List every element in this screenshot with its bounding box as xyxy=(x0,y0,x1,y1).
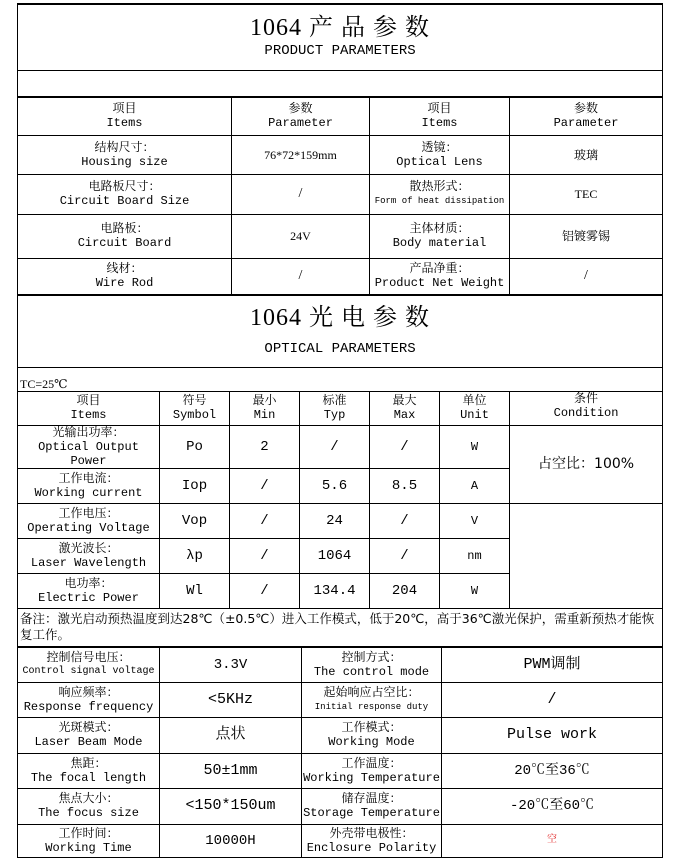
product-params-table xyxy=(17,97,663,295)
min: / xyxy=(230,468,300,503)
header-param-en-2: Parameter xyxy=(553,116,619,130)
label-cn: 结构尺寸： xyxy=(94,140,155,155)
value: PWM调制 xyxy=(442,647,663,682)
row-cn: 电功率： xyxy=(64,576,113,591)
unit: W xyxy=(440,573,510,608)
unit: V xyxy=(440,503,510,538)
unit: A xyxy=(440,468,510,503)
value: Pulse work xyxy=(442,717,663,753)
header-item-en: Items xyxy=(106,116,143,130)
row-cn: 工作电流： xyxy=(58,471,119,486)
min: / xyxy=(230,503,300,538)
max: 8.5 xyxy=(370,468,440,503)
value: 玻璃 xyxy=(510,135,663,174)
value: -20℃至60℃ xyxy=(442,788,663,824)
control-row xyxy=(18,682,663,717)
typ: 24 xyxy=(300,503,370,538)
optical-row xyxy=(18,503,663,538)
optical-header-row xyxy=(18,391,663,425)
control-row xyxy=(18,788,663,824)
label-en: Circuit Board Size xyxy=(59,194,190,208)
value: 10000H xyxy=(160,824,302,857)
label-en: Circuit Board xyxy=(77,236,172,250)
value: <5KHz xyxy=(160,682,302,717)
value: / xyxy=(442,682,663,717)
label-cn: 响应频率： xyxy=(58,685,119,700)
label-en: Response frequency xyxy=(23,699,154,714)
hdr-cn: 项目 xyxy=(76,394,101,408)
optical-subtitle: OPTICAL PARAMETERS xyxy=(264,341,416,357)
label-en: Working Time xyxy=(45,840,132,855)
label-en: Laser Beam Mode xyxy=(34,735,143,749)
label-en: The control mode xyxy=(313,664,430,679)
label-en: Initial response duty xyxy=(314,701,429,712)
unit: W xyxy=(440,425,510,468)
max: / xyxy=(370,425,440,468)
control-row xyxy=(18,717,663,753)
label-cn: 工作时间： xyxy=(58,826,119,841)
hdr-cn: 单位 xyxy=(462,394,487,408)
label-en: Wire Rod xyxy=(95,276,154,290)
optical-title: 1064 光 电 参 数 xyxy=(250,305,431,331)
label-cn: 电路板： xyxy=(100,222,149,236)
label-en: Product Net Weight xyxy=(374,276,505,290)
value: / xyxy=(232,258,370,294)
label-cn: 起始响应占空比： xyxy=(323,685,420,700)
min: / xyxy=(230,573,300,608)
label-cn: 工作模式： xyxy=(341,721,402,735)
value: TEC xyxy=(510,174,663,214)
symbol: Iop xyxy=(160,468,230,503)
label-en: The focus size xyxy=(38,806,139,820)
label-cn: 透镜： xyxy=(421,140,458,155)
label-en: Form of heat dissipation xyxy=(374,196,505,206)
unit: nm xyxy=(440,538,510,573)
label-cn: 线材： xyxy=(106,262,143,276)
label-en: Working Temperature xyxy=(303,770,440,785)
label-cn: 控制方式： xyxy=(341,650,402,665)
label-en: Housing size xyxy=(81,154,168,169)
hdr-cn: 最大 xyxy=(392,394,417,408)
label-cn: 焦点大小： xyxy=(58,792,119,806)
label-cn: 外壳带电极性： xyxy=(329,826,414,841)
header-item-cn-2: 项目 xyxy=(427,102,452,116)
control-params-table xyxy=(17,647,663,858)
row-en: Working current xyxy=(34,485,143,500)
optical-row xyxy=(18,425,663,468)
value: 50±1mm xyxy=(160,753,302,788)
product-title: 1064 产 品 参 数 xyxy=(250,15,431,42)
label-en: Body material xyxy=(392,236,487,250)
hdr-cn: 条件 xyxy=(574,391,599,406)
min: / xyxy=(230,538,300,573)
hdr-en: Unit xyxy=(460,408,489,422)
value: 20℃至36℃ xyxy=(442,753,663,788)
row-cn: 激光波长： xyxy=(58,541,119,556)
row-en: Operating Voltage xyxy=(27,520,150,535)
optical-params-table xyxy=(17,295,663,647)
label-cn: 光斑模式： xyxy=(58,721,119,735)
tc-condition: TC=25℃ xyxy=(18,367,663,391)
header-item-cn: 项目 xyxy=(112,102,137,116)
symbol: Po xyxy=(160,425,230,468)
symbol: λp xyxy=(160,538,230,573)
spec-table xyxy=(17,3,663,97)
hdr-cn: 符号 xyxy=(182,394,207,408)
control-row xyxy=(18,647,663,682)
warmup-note: 备注：激光启动预热温度到达28℃（±0.5℃）进入工作模式，低于20℃，高于36℃激光保护，需重新预热才能恢复工作。 xyxy=(18,608,663,646)
label-en: The focal length xyxy=(30,770,147,785)
label-cn: 焦距： xyxy=(70,756,107,771)
row-en: Optical Output Power xyxy=(38,439,139,468)
value: 铝镀雾锡 xyxy=(510,214,663,258)
header-param-cn: 参数 xyxy=(288,102,313,116)
product-row xyxy=(18,135,663,174)
condition-blank xyxy=(510,503,663,608)
product-title-cell xyxy=(18,4,663,70)
spec-sheet xyxy=(17,3,662,854)
product-header-row xyxy=(18,97,663,135)
label-en: Enclosure Polarity xyxy=(306,840,437,855)
hdr-en: Symbol xyxy=(172,408,217,422)
optical-title-cell xyxy=(18,295,663,367)
label-cn: 电路板尺寸： xyxy=(88,180,161,194)
hdr-en: Condition xyxy=(553,405,619,420)
value: 3.3V xyxy=(160,647,302,682)
symbol: Vop xyxy=(160,503,230,538)
row-cn: 光输出功率： xyxy=(52,425,125,440)
value: / xyxy=(232,174,370,214)
label-en: Optical Lens xyxy=(396,154,483,169)
max: 204 xyxy=(370,573,440,608)
min: 2 xyxy=(230,425,300,468)
hdr-en: Items xyxy=(70,408,107,422)
control-row xyxy=(18,824,663,857)
typ: 5.6 xyxy=(300,468,370,503)
hdr-en: Max xyxy=(393,408,416,422)
label-cn: 散热形式： xyxy=(409,180,470,194)
condition: 占空比：100% xyxy=(510,425,663,503)
max: / xyxy=(370,538,440,573)
label-cn: 主体材质： xyxy=(409,222,470,236)
value: 76*72*159mm xyxy=(232,135,370,174)
label-en: Control signal voltage xyxy=(22,665,155,677)
value: 空 xyxy=(442,824,663,857)
hdr-en: Typ xyxy=(323,408,346,422)
header-item-en-2: Items xyxy=(421,116,458,130)
product-row xyxy=(18,258,663,294)
value: / xyxy=(510,258,663,294)
value: 点状 xyxy=(160,717,302,753)
label-cn: 控制信号电压： xyxy=(46,650,131,665)
label-cn: 储存温度： xyxy=(341,792,402,806)
product-row xyxy=(18,214,663,258)
typ: 134.4 xyxy=(300,573,370,608)
label-en: Working Mode xyxy=(328,735,415,749)
max: / xyxy=(370,503,440,538)
label-en: Storage Temperature xyxy=(303,806,440,820)
label-cn: 产品净重： xyxy=(409,262,470,276)
typ: / xyxy=(300,425,370,468)
header-param-cn-2: 参数 xyxy=(573,102,598,116)
hdr-cn: 最小 xyxy=(252,394,277,408)
value: <150*150um xyxy=(160,788,302,824)
product-subtitle: PRODUCT PARAMETERS xyxy=(264,43,416,60)
hdr-en: Min xyxy=(253,408,276,422)
row-cn: 工作电压： xyxy=(58,506,119,521)
header-param-en: Parameter xyxy=(268,116,333,130)
row-en: Electric Power xyxy=(38,590,139,605)
hdr-cn: 标准 xyxy=(322,394,347,408)
symbol: Wl xyxy=(160,573,230,608)
blank-row xyxy=(18,70,663,96)
value: 24V xyxy=(232,214,370,258)
label-cn: 工作温度： xyxy=(341,756,402,771)
product-row xyxy=(18,174,663,214)
control-row xyxy=(18,753,663,788)
row-en: Laser Wavelength xyxy=(30,555,147,570)
typ: 1064 xyxy=(300,538,370,573)
